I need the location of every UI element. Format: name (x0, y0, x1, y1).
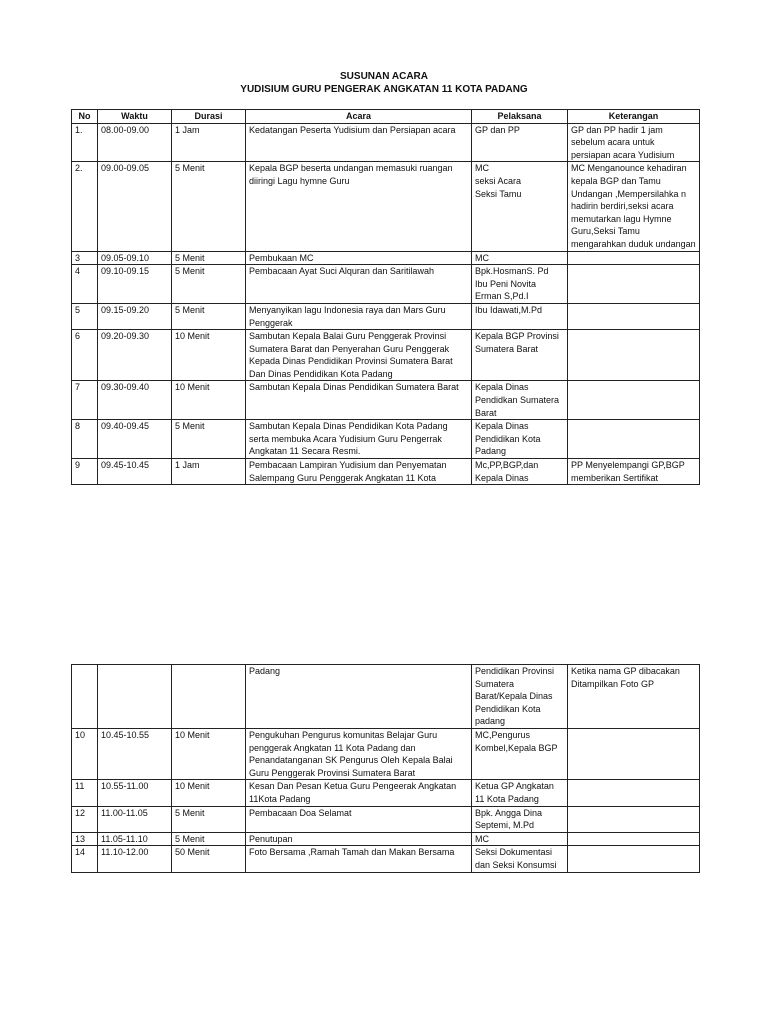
cell-no: 11 (72, 780, 98, 806)
cell-pelaksana: Kepala BGP Provinsi Sumatera Barat (472, 330, 568, 381)
cell-keterangan (568, 806, 700, 832)
cell-durasi: 5 Menit (172, 806, 246, 832)
cell-no: 8 (72, 420, 98, 459)
cell-durasi: 10 Menit (172, 330, 246, 381)
cell-acara: Kepala BGP beserta undangan memasuki ruangan diiringi Lagu hymne Guru (246, 162, 472, 251)
cell-durasi: 10 Menit (172, 728, 246, 779)
cell-acara: Pengukuhan Pengurus komunitas Belajar Guru penggerak Angkatan 11 Kota Padang dan Penandatanganan SK Pengurus Oleh Kepala Balai Guru Penggerak Provinsi Sumatera Barat (246, 728, 472, 779)
table-row (72, 420, 700, 459)
cell-keterangan (568, 780, 700, 806)
cell-durasi: 1 Jam (172, 459, 246, 485)
schedule-table-part-1 (71, 109, 700, 485)
column-header-pelaksana: Pelaksana (472, 110, 568, 124)
cell-pelaksana: Pendidikan Provinsi Sumatera Barat/Kepala Dinas Pendidikan Kota padang (472, 665, 568, 729)
cell-no: 4 (72, 265, 98, 304)
cell-durasi: 5 Menit (172, 832, 246, 846)
table-row (72, 251, 700, 265)
cell-waktu: 10.45-10.55 (98, 728, 172, 779)
cell-durasi: 5 Menit (172, 303, 246, 329)
cell-waktu (98, 665, 172, 729)
cell-durasi: 5 Menit (172, 162, 246, 251)
cell-acara: Sambutan Kepala Dinas Pendidikan Sumatera Barat (246, 381, 472, 420)
cell-keterangan: GP dan PP hadir 1 jam sebelum acara untuk persiapan acara Yudisium (568, 123, 700, 162)
cell-pelaksana: MC (472, 251, 568, 265)
table-row (72, 303, 700, 329)
cell-durasi: 5 Menit (172, 265, 246, 304)
schedule-body-part-1 (72, 123, 700, 485)
table-row (72, 728, 700, 779)
column-header-no: No (72, 110, 98, 124)
cell-no: 7 (72, 381, 98, 420)
document-header (0, 70, 768, 96)
cell-pelaksana: Mc,PP,BGP,dan Kepala Dinas (472, 459, 568, 485)
cell-waktu: 11.10-12.00 (98, 846, 172, 872)
cell-waktu: 09.20-09.30 (98, 330, 172, 381)
cell-acara: Sambutan Kepala Balai Guru Penggerak Provinsi Sumatera Barat dan Penyerahan Guru Penggerak Kepada Dinas Pendidikan Provinsi Sumatera Barat Dan Dinas Pendidikan Kota Padang (246, 330, 472, 381)
cell-pelaksana: Bpk. Angga Dina Septemi, M.Pd (472, 806, 568, 832)
table-row (72, 381, 700, 420)
cell-durasi: 5 Menit (172, 420, 246, 459)
cell-no: 14 (72, 846, 98, 872)
schedule-body-part-2 (72, 665, 700, 873)
table-header-row (72, 110, 700, 124)
cell-durasi (172, 665, 246, 729)
cell-waktu: 11.00-11.05 (98, 806, 172, 832)
cell-waktu: 09.15-09.20 (98, 303, 172, 329)
cell-keterangan (568, 832, 700, 846)
cell-waktu: 08.00-09.00 (98, 123, 172, 162)
document-title: SUSUNAN ACARA (340, 71, 428, 82)
cell-pelaksana: Kepala Dinas Pendidkan Sumatera Barat (472, 381, 568, 420)
column-header-durasi: Durasi (172, 110, 246, 124)
cell-keterangan (568, 330, 700, 381)
cell-durasi: 10 Menit (172, 381, 246, 420)
cell-no: 1. (72, 123, 98, 162)
cell-pelaksana: MC (472, 832, 568, 846)
cell-keterangan (568, 420, 700, 459)
cell-acara: Kesan Dan Pesan Ketua Guru Pengeerak Angkatan 11Kota Padang (246, 780, 472, 806)
column-header-waktu: Waktu (98, 110, 172, 124)
document-subtitle: YUDISIUM GURU PENGERAK ANGKATAN 11 KOTA PADANG (240, 84, 528, 95)
cell-no: 6 (72, 330, 98, 381)
cell-keterangan: MC Menganounce kehadiran kepala BGP dan Tamu Undangan ,Mempersilahka n hadirin berdiri,seksi acara memutarkan lagu Hymne Guru,Seksi Tamu mengarahkan duduk undangan (568, 162, 700, 251)
cell-waktu: 09.00-09.05 (98, 162, 172, 251)
cell-no: 13 (72, 832, 98, 846)
cell-acara: Foto Bersama ,Ramah Tamah dan Makan Bersama (246, 846, 472, 872)
cell-keterangan (568, 728, 700, 779)
table-row (72, 806, 700, 832)
cell-no: 12 (72, 806, 98, 832)
cell-pelaksana: Ketua GP Angkatan 11 Kota Padang (472, 780, 568, 806)
cell-durasi: 5 Menit (172, 251, 246, 265)
table-row (72, 459, 700, 485)
cell-pelaksana: MC,Pengurus Kombel,Kepala BGP (472, 728, 568, 779)
cell-waktu: 10.55-11.00 (98, 780, 172, 806)
cell-no: 5 (72, 303, 98, 329)
cell-keterangan: Ketika nama GP dibacakan Ditampilkan Foto GP (568, 665, 700, 729)
cell-acara: Menyanyikan lagu Indonesia raya dan Mars Guru Penggerak (246, 303, 472, 329)
cell-waktu: 11.05-11.10 (98, 832, 172, 846)
cell-no: 3 (72, 251, 98, 265)
cell-keterangan (568, 265, 700, 304)
cell-pelaksana: Seksi Dokumentasi dan Seksi Konsumsi (472, 846, 568, 872)
table-row (72, 123, 700, 162)
cell-waktu: 09.05-09.10 (98, 251, 172, 265)
cell-waktu: 09.40-09.45 (98, 420, 172, 459)
cell-acara: Sambutan Kepala Dinas Pendidikan Kota Padang serta membuka Acara Yudisium Guru Pengerrak Angkatan 11 Secara Resmi. (246, 420, 472, 459)
table-row (72, 665, 700, 729)
cell-no: 9 (72, 459, 98, 485)
cell-acara: Penutupan (246, 832, 472, 846)
cell-waktu: 09.30-09.40 (98, 381, 172, 420)
cell-keterangan (568, 303, 700, 329)
schedule-table-part-2 (71, 664, 700, 873)
cell-acara: Kedatangan Peserta Yudisium dan Persiapan acara (246, 123, 472, 162)
cell-durasi: 1 Jam (172, 123, 246, 162)
table-row (72, 330, 700, 381)
cell-durasi: 10 Menit (172, 780, 246, 806)
table-row (72, 780, 700, 806)
cell-keterangan (568, 846, 700, 872)
cell-pelaksana: Ibu Idawati,M.Pd (472, 303, 568, 329)
cell-acara: Pembacaan Doa Selamat (246, 806, 472, 832)
cell-acara: Pembacaan Lampiran Yudisium dan Penyematan Salempang Guru Penggerak Angkatan 11 Kota (246, 459, 472, 485)
cell-pelaksana: Bpk.HosmanS. Pd Ibu Peni Novita Erman S,Pd.I (472, 265, 568, 304)
column-header-keterangan: Keterangan (568, 110, 700, 124)
column-header-acara: Acara (246, 110, 472, 124)
cell-pelaksana: GP dan PP (472, 123, 568, 162)
cell-pelaksana: Kepala Dinas Pendidikan Kota Padang (472, 420, 568, 459)
cell-acara: Pembacaan Ayat Suci Alquran dan Saritilawah (246, 265, 472, 304)
cell-waktu: 09.45-10.45 (98, 459, 172, 485)
cell-no: 2. (72, 162, 98, 251)
cell-keterangan (568, 251, 700, 265)
cell-durasi: 50 Menit (172, 846, 246, 872)
table-row (72, 162, 700, 251)
cell-pelaksana: MC seksi Acara Seksi Tamu (472, 162, 568, 251)
table-row (72, 832, 700, 846)
cell-keterangan: PP Menyelempangi GP,BGP memberikan Sertifikat (568, 459, 700, 485)
cell-keterangan (568, 381, 700, 420)
cell-waktu: 09.10-09.15 (98, 265, 172, 304)
cell-no (72, 665, 98, 729)
table-row (72, 265, 700, 304)
cell-acara: Pembukaan MC (246, 251, 472, 265)
cell-no: 10 (72, 728, 98, 779)
cell-acara: Padang (246, 665, 472, 729)
table-row (72, 846, 700, 872)
